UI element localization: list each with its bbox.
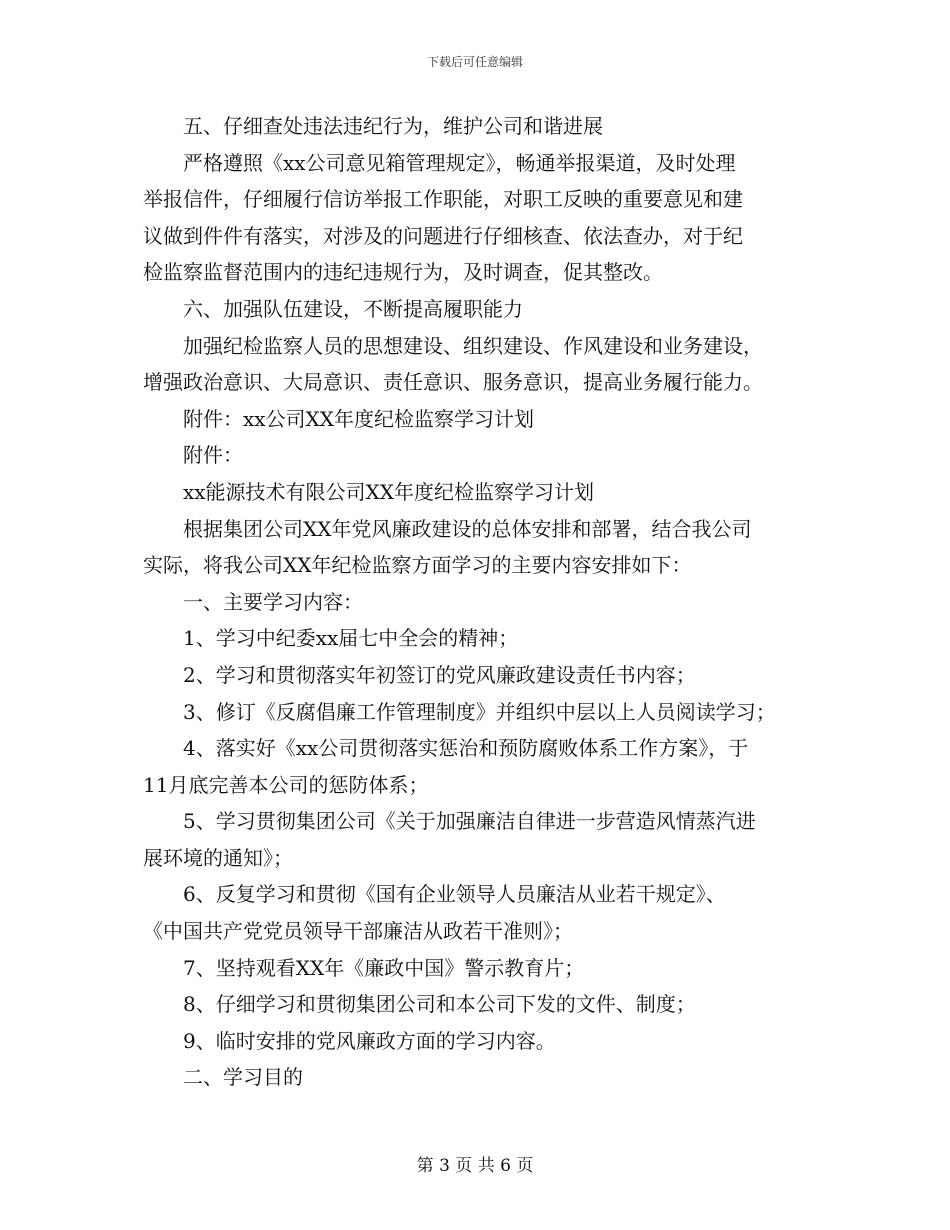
document-body bbox=[143, 108, 815, 1096]
attachment-reference: 附件：xx公司XX年度纪检监察学习计划 bbox=[183, 406, 535, 431]
paragraph-line: 严格遵照《xx公司意见箱管理规定》，畅通举报渠道，及时处理 bbox=[183, 150, 736, 175]
paragraph-line: 根据集团公司XX年党风廉政建设的总体安排和部署，结合我公司 bbox=[183, 516, 752, 541]
list-item: 8、仔细学习和贯彻集团公司和本公司下发的文件、制度； bbox=[183, 992, 696, 1017]
paragraph-line: 实际，将我公司XX年纪检监察方面学习的主要内容安排如下： bbox=[143, 553, 692, 578]
list-item: 4、落实好《xx公司贯彻落实惩治和预防腐败体系工作方案》，于 bbox=[183, 736, 749, 761]
paragraph-line: 增强政治意识、大局意识、责任意识、服务意识，提高业务履行能力。 bbox=[143, 370, 763, 395]
list-item: 3、修订《反腐倡廉工作管理制度》并组织中层以上人员阅读学习； bbox=[183, 699, 776, 724]
list-item-continuation: 11月底完善本公司的惩防体系； bbox=[143, 772, 429, 797]
list-item: 5、学习贯彻集团公司《关于加强廉洁自律进一步营造风情蒸汽进 bbox=[183, 809, 756, 834]
list-item: 9、临时安排的党风廉政方面的学习内容。 bbox=[183, 1028, 556, 1053]
list-item: 2、学习和贯彻落实年初签订的党风廉政建设责任书内容； bbox=[183, 662, 696, 687]
paragraph-line: 举报信件，仔细履行信访举报工作职能，对职工反映的重要意见和建 bbox=[143, 187, 743, 212]
section-heading-2: 二、学习目的 bbox=[183, 1065, 303, 1090]
page-header: 下载后可任意编辑 bbox=[426, 55, 523, 69]
list-item-continuation: 展环境的通知》； bbox=[143, 845, 293, 870]
list-item: 7、坚持观看XX年《廉政中国》警示教育片； bbox=[183, 955, 585, 980]
attachment-title: xx能源技术有限公司XX年度纪检监察学习计划 bbox=[183, 479, 595, 504]
attachment-label: 附件： bbox=[183, 443, 243, 468]
section-heading-1: 一、主要学习内容： bbox=[183, 589, 363, 614]
list-item-continuation: 《中国共产党党员领导干部廉洁从政若干准则》； bbox=[143, 919, 573, 944]
list-item: 6、反复学习和贯彻《国有企业领导人员廉洁从业若干规定》、 bbox=[183, 882, 726, 907]
page-footer: 第 3 页 共 6 页 bbox=[416, 1156, 534, 1176]
paragraph-line: 议做到件件有落实，对涉及的问题进行仔细核查、依法查办，对于纪 bbox=[143, 223, 743, 248]
section-heading-6: 六、加强队伍建设，不断提高履职能力 bbox=[183, 296, 523, 321]
section-heading-5: 五、仔细查处违法违纪行为，维护公司和谐进展 bbox=[183, 114, 603, 138]
list-item: 1、学习中纪委xx届七中全会的精神； bbox=[183, 626, 519, 651]
paragraph-line: 加强纪检监察人员的思想建设、组织建设、作风建设和业务建设， bbox=[183, 333, 763, 358]
paragraph-line: 检监察监督范围内的违纪违规行为，及时调查，促其整改。 bbox=[143, 260, 663, 285]
